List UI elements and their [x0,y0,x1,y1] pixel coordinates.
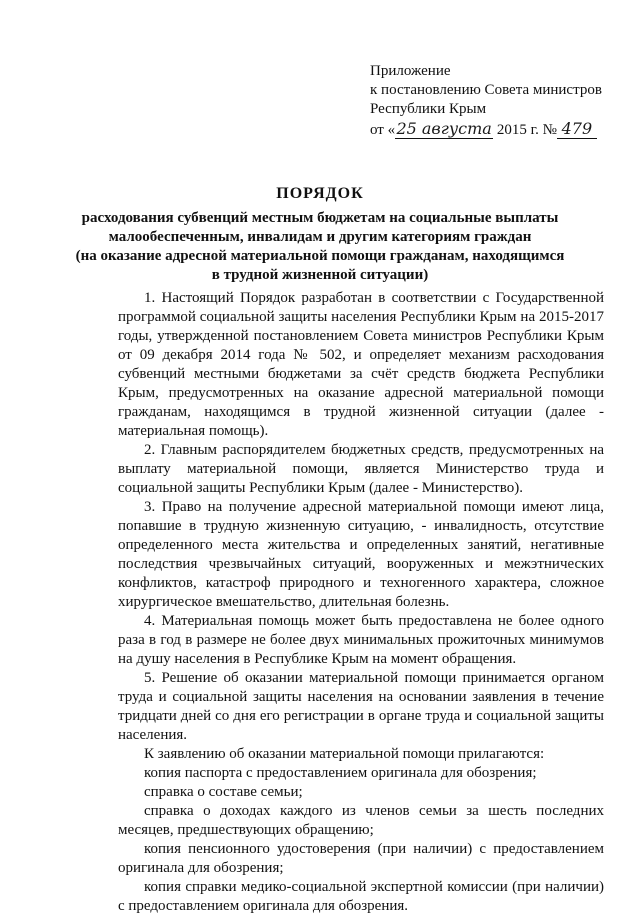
paragraph-4: 4. Материальная помощь может быть предоставлена не более одного раза в год в размере не более двух минимальных прожиточных минимумов на душу населения в Республике Крым на момент обращения. [118,613,604,667]
appendix-date-line [370,119,632,140]
date-suffix: 2015 г. № [496,122,557,138]
handwritten-date: 25 августа [396,119,492,138]
title-line-2: малообеспеченным, инвалидам и другим категориям граждан [108,229,532,245]
attachment-item: копия справки медико-социальной экспертной комиссии (при наличии) с предоставлением оригинала для обозрения. [118,879,604,914]
title-line-4: в трудной жизненной ситуации) [211,267,429,283]
appendix-block [370,62,632,140]
date-prefix: от « [370,122,396,138]
attachments-intro: К заявлению об оказании материальной помощи прилагаются: [144,746,545,762]
attachment-item: копия паспорта с предоставлением оригинала для обозрения; [144,765,537,781]
title-line-1: расходования субвенций местным бюджетам на социальные выплаты [81,210,559,226]
appendix-label: Приложение [370,63,451,79]
appendix-republic-line: Республики Крым [370,101,487,117]
attachment-item: справка о доходах каждого из членов семьи за шесть последних месяцев, предшествующих обращению; [118,803,604,838]
paragraph-5: 5. Решение об оказании материальной помощи принимается органом труда и социальной защиты населения на основании заявления в течение тридцати дней со дня его регистрации в органе труда и социальной защиты населения. [118,670,604,743]
paragraph-2: 2. Главным распорядителем бюджетных средств, предусмотренных на выплату материальной помощи, является Министерство труда и социальной защиты Республики Крым (далее - Министерство). [118,442,604,496]
attachment-item: справка о составе семьи; [144,784,303,800]
attachment-item: копия пенсионного удостоверения (при наличии) с предоставлением оригинала для обозрения; [118,841,604,876]
paragraph-1: 1. Настоящий Порядок разработан в соответствии с Государственной программой социальной защиты населения Республики Крым на 2015-2017 годы, утвержденной постановлением Совета министров Республики Крым от 09 декабря 2014 года № 502, и определяет механизм расходования субвенций местными бюджетами за счёт средств бюджета Республики Крым, предусмотренных на оказание адресной материальной помощи гражданам, находящимся в трудной жизненной ситуации (далее - материальная помощь). [118,290,604,439]
document-body [118,289,604,916]
handwritten-number: 479 [557,119,597,139]
document-title-block [20,184,620,285]
paragraph-3: 3. Право на получение адресной материальной помощи имеют лица, попавшие в трудную жизненную ситуацию, - инвалидность, отсутствие определенного места жительства и определенных занятий, негативные последствия чрезвычайных ситуаций, вооруженных и межэтнических конфликтов, катастроф природного и техногенного характера, сложное хирургическое вмешательство, длительная болезнь. [118,499,604,610]
appendix-resolution-line: к постановлению Совета министров [370,82,602,98]
title-line-3: (на оказание адресной материальной помощи гражданам, находящимся [75,248,565,264]
document-title: ПОРЯДОК [276,185,364,202]
